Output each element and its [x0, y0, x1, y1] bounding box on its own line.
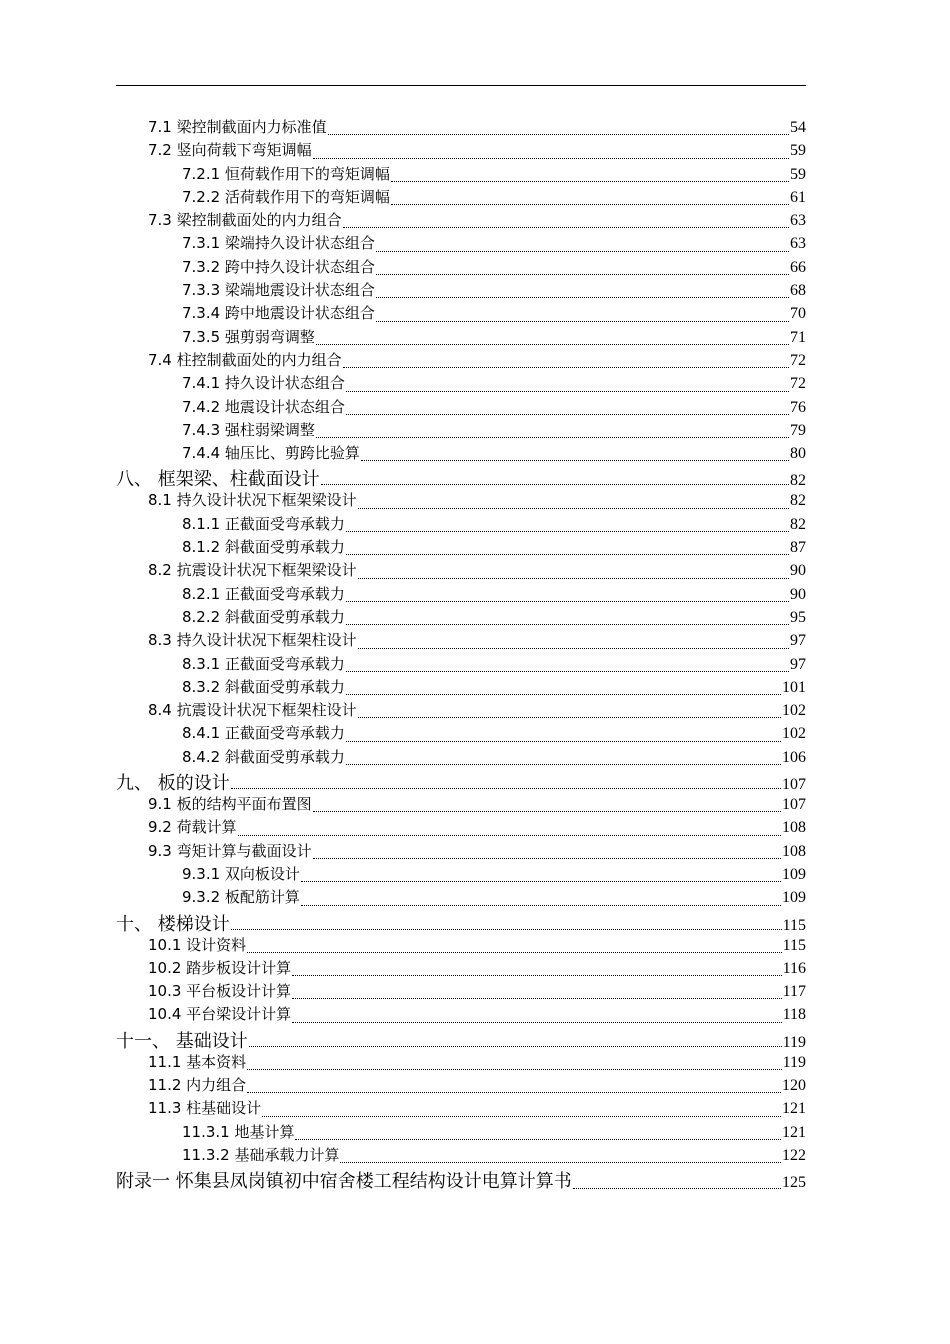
toc-entry-label: 7.3.2 跨中持久设计状态组合: [182, 257, 375, 276]
toc-entry[interactable]: [0, 536, 950, 559]
toc-entry-page-number: 76: [790, 398, 806, 416]
toc-entry-page-number: 59: [790, 142, 806, 160]
toc-entry[interactable]: [0, 139, 950, 162]
dot-leader: [343, 356, 789, 368]
toc-entry-page-number: 54: [790, 119, 806, 136]
toc-entry-label: 7.3.1 梁端持久设计状态组合: [182, 234, 375, 253]
toc-entry[interactable]: [0, 1097, 950, 1120]
toc-entry[interactable]: [0, 419, 950, 442]
dot-leader: [358, 566, 789, 578]
dot-leader: [358, 497, 789, 509]
toc-entry[interactable]: [0, 653, 950, 676]
toc-entry-label: 7.3.4 跨中地震设计状态组合: [182, 304, 375, 323]
toc-entry-label: 九、 板的设计: [116, 773, 230, 795]
toc-entry[interactable]: [0, 816, 950, 839]
toc-entry[interactable]: [0, 583, 950, 606]
toc-entry-label: 10.4 平台梁设计计算: [148, 1005, 292, 1024]
dot-leader: [247, 1081, 781, 1093]
toc-entry-page-number: 102: [782, 702, 806, 720]
toc-entry-page-number: 87: [790, 539, 806, 557]
toc-entry[interactable]: [0, 442, 950, 465]
toc-entry-page-number: 120: [782, 1076, 806, 1094]
toc-entry-label: 7.3 梁控制截面处的内力组合: [148, 211, 342, 230]
dot-leader: [301, 870, 781, 882]
toc-entry-label: 9.2 荷载计算: [148, 818, 237, 837]
dot-leader: [346, 520, 789, 532]
toc-entry-page-number: 79: [790, 421, 806, 439]
toc-entry-page-number: 107: [782, 796, 806, 814]
toc-entry-label: 11.3.2 基础承载力计算: [182, 1145, 340, 1164]
toc-entry[interactable]: [0, 699, 950, 722]
toc-entry[interactable]: [0, 1167, 950, 1193]
toc-entry[interactable]: [0, 629, 950, 652]
dot-leader: [376, 286, 789, 298]
dot-leader: [346, 613, 789, 625]
toc-entry-page-number: 116: [782, 959, 806, 977]
dot-leader: [295, 1128, 781, 1140]
toc-entry-label: 11.3 柱基础设计: [148, 1099, 262, 1118]
toc-entry-label: 8.2.1 正截面受弯承载力: [182, 584, 345, 603]
toc-entry-page-number: 61: [790, 188, 806, 206]
toc-entry[interactable]: [0, 840, 950, 863]
toc-entry-page-number: 122: [782, 1146, 806, 1164]
toc-entry-label: 附录一 怀集县凤岗镇初中宿舍楼工程结构设计电算计算书: [116, 1171, 572, 1193]
dot-leader: [346, 660, 789, 672]
toc-entry-label: 9.3.2 板配筋计算: [182, 888, 300, 907]
dot-leader: [301, 893, 781, 905]
toc-entry-label: 8.4.2 斜截面受剪承载力: [182, 747, 345, 766]
dot-leader: [247, 941, 781, 953]
toc-entry-page-number: 72: [790, 375, 806, 393]
toc-entry-label: 8.1 持久设计状况下框架梁设计: [148, 491, 357, 510]
dot-leader: [262, 1104, 781, 1116]
toc-entry-label: 7.2.2 活荷载作用下的弯矩调幅: [182, 187, 390, 206]
toc-entry[interactable]: [0, 769, 950, 793]
toc-entry-label: 8.1.1 正截面受弯承载力: [182, 514, 345, 533]
toc-entry-label: 7.3.5 强剪弱弯调整: [182, 327, 315, 346]
toc-entry-label: 八、 框架梁、柱截面设计: [116, 469, 320, 491]
toc-entry[interactable]: [0, 372, 950, 395]
toc-entry[interactable]: [0, 209, 950, 232]
toc-entry[interactable]: [0, 1074, 950, 1097]
toc-entry[interactable]: [0, 232, 950, 255]
toc-entry[interactable]: [0, 186, 950, 209]
toc-entry[interactable]: [0, 746, 950, 769]
dot-leader: [391, 170, 789, 182]
toc-entry[interactable]: [0, 326, 950, 349]
toc-entry-label: 7.4.3 强柱弱梁调整: [182, 420, 315, 439]
dot-leader: [328, 123, 789, 135]
toc-entry[interactable]: [0, 1003, 950, 1026]
toc-entry[interactable]: [0, 793, 950, 816]
toc-entry-page-number: 107: [782, 776, 806, 794]
toc-entry-page-number: 82: [790, 492, 806, 510]
toc-entry-page-number: 82: [790, 472, 806, 490]
toc-entry-page-number: 97: [790, 632, 806, 650]
toc-entry-label: 9.3 弯矩计算与截面设计: [148, 841, 312, 860]
toc-entry-page-number: 125: [782, 1174, 806, 1192]
toc-entry[interactable]: [0, 1121, 950, 1144]
toc-entry[interactable]: [0, 1051, 950, 1074]
toc-entry-page-number: 102: [782, 725, 806, 743]
toc-entry-page-number: 90: [790, 562, 806, 580]
toc-entry-page-number: 71: [790, 328, 806, 346]
dot-leader: [313, 847, 781, 859]
table-of-contents: [0, 116, 950, 1193]
toc-entry[interactable]: [0, 910, 950, 934]
dot-leader: [340, 1151, 781, 1163]
toc-entry-page-number: 108: [782, 819, 806, 837]
toc-entry-label: 7.3.3 梁端地震设计状态组合: [182, 281, 375, 300]
dot-leader: [361, 449, 789, 461]
toc-entry-page-number: 108: [782, 842, 806, 860]
toc-entry-label: 7.4.4 轴压比、剪跨比验算: [182, 444, 360, 463]
dot-leader: [346, 590, 789, 602]
toc-entry[interactable]: [0, 676, 950, 699]
toc-entry-page-number: 121: [782, 1123, 806, 1141]
toc-entry-label: 11.1 基本资料: [148, 1052, 247, 1071]
toc-entry-label: 8.3.1 正截面受弯承载力: [182, 654, 345, 673]
toc-entry-label: 10.2 踏步板设计计算: [148, 958, 292, 977]
toc-entry[interactable]: [0, 722, 950, 745]
dot-leader: [346, 753, 781, 765]
dot-leader: [292, 987, 781, 999]
dot-leader: [231, 915, 782, 930]
dot-leader: [343, 216, 789, 228]
dot-leader: [249, 1032, 782, 1047]
toc-entry[interactable]: [0, 396, 950, 419]
toc-entry-label: 7.2 竖向荷载下弯矩调幅: [148, 141, 312, 160]
toc-entry[interactable]: [0, 349, 950, 372]
toc-entry-page-number: 90: [790, 585, 806, 603]
toc-entry[interactable]: [0, 1144, 950, 1167]
toc-entry-label: 8.3 持久设计状况下框架柱设计: [148, 631, 357, 650]
toc-entry-page-number: 82: [790, 515, 806, 533]
toc-entry-label: 9.1 板的结构平面布置图: [148, 795, 312, 814]
dot-leader: [376, 240, 789, 252]
dot-leader: [391, 193, 789, 205]
dot-leader: [573, 1175, 781, 1190]
toc-entry[interactable]: [0, 513, 950, 536]
dot-leader: [231, 775, 781, 790]
toc-entry-label: 十一、 基础设计: [116, 1030, 248, 1052]
dot-leader: [316, 333, 789, 345]
toc-entry-page-number: 63: [790, 212, 806, 230]
toc-entry-page-number: 68: [790, 282, 806, 300]
toc-entry[interactable]: [0, 606, 950, 629]
dot-leader: [346, 379, 789, 391]
toc-entry-label: 11.2 内力组合: [148, 1075, 247, 1094]
toc-entry-label: 十、 楼梯设计: [116, 913, 230, 935]
toc-entry-page-number: 115: [782, 916, 806, 934]
toc-entry[interactable]: [0, 279, 950, 302]
toc-entry[interactable]: [0, 980, 950, 1003]
toc-entry-page-number: 119: [782, 1033, 806, 1051]
dot-leader: [346, 543, 789, 555]
dot-leader: [346, 729, 781, 741]
dot-leader: [376, 309, 789, 321]
toc-entry-page-number: 66: [790, 258, 806, 276]
toc-entry[interactable]: [0, 465, 950, 489]
toc-entry-page-number: 119: [782, 1053, 806, 1071]
toc-entry-page-number: 121: [782, 1100, 806, 1118]
toc-entry-label: 10.3 平台板设计计算: [148, 982, 292, 1001]
toc-entry-page-number: 72: [790, 351, 806, 369]
dot-leader: [358, 706, 781, 718]
toc-entry-label: 8.2 抗震设计状况下框架梁设计: [148, 561, 357, 580]
dot-leader: [316, 426, 789, 438]
toc-entry-page-number: 115: [782, 936, 806, 954]
dot-leader: [376, 263, 789, 275]
toc-entry-page-number: 95: [790, 608, 806, 626]
toc-entry[interactable]: [0, 163, 950, 186]
dot-leader: [358, 636, 789, 648]
toc-entry[interactable]: [0, 934, 950, 957]
toc-entry-page-number: 63: [790, 235, 806, 253]
toc-entry-label: 7.4.2 地震设计状态组合: [182, 397, 345, 416]
dot-leader: [313, 146, 789, 158]
toc-entry[interactable]: [0, 489, 950, 512]
toc-entry-label: 8.1.2 斜截面受剪承载力: [182, 538, 345, 557]
toc-entry[interactable]: [0, 886, 950, 909]
toc-entry[interactable]: [0, 1027, 950, 1051]
toc-entry[interactable]: [0, 116, 950, 139]
toc-entry-label: 8.2.2 斜截面受剪承载力: [182, 607, 345, 626]
toc-entry-page-number: 80: [790, 445, 806, 463]
dot-leader: [292, 964, 781, 976]
dot-leader: [346, 683, 781, 695]
toc-entry-page-number: 70: [790, 305, 806, 323]
toc-entry-label: 9.3.1 双向板设计: [182, 864, 300, 883]
dot-leader: [313, 800, 781, 812]
toc-entry[interactable]: [0, 957, 950, 980]
header-rule: [116, 85, 806, 86]
toc-entry[interactable]: [0, 302, 950, 325]
toc-entry-label: 7.2.1 恒荷载作用下的弯矩调幅: [182, 164, 390, 183]
toc-entry[interactable]: [0, 256, 950, 279]
dot-leader: [346, 403, 789, 415]
toc-entry-page-number: 118: [782, 1006, 806, 1024]
toc-entry-page-number: 106: [782, 748, 806, 766]
toc-entry-label: 7.1 梁控制截面内力标准值: [148, 118, 327, 136]
toc-entry-page-number: 109: [782, 865, 806, 883]
toc-entry-label: 10.1 设计资料: [148, 935, 247, 954]
toc-entry-page-number: 59: [790, 165, 806, 183]
toc-entry-page-number: 109: [782, 889, 806, 907]
toc-entry-label: 7.4 柱控制截面处的内力组合: [148, 350, 342, 369]
toc-entry-label: 7.4.1 持久设计状态组合: [182, 374, 345, 393]
toc-entry-page-number: 117: [782, 983, 806, 1001]
toc-entry[interactable]: [0, 863, 950, 886]
dot-leader: [247, 1058, 781, 1070]
toc-entry-page-number: 97: [790, 655, 806, 673]
dot-leader: [292, 1010, 781, 1022]
toc-entry-label: 11.3.1 地基计算: [182, 1122, 295, 1141]
toc-entry[interactable]: [0, 559, 950, 582]
toc-entry-label: 8.4.1 正截面受弯承载力: [182, 724, 345, 743]
toc-entry-label: 8.3.2 斜截面受剪承载力: [182, 677, 345, 696]
dot-leader: [321, 471, 789, 486]
toc-entry-label: 8.4 抗震设计状况下框架柱设计: [148, 701, 357, 720]
dot-leader: [238, 823, 781, 835]
toc-entry-page-number: 101: [782, 678, 806, 696]
